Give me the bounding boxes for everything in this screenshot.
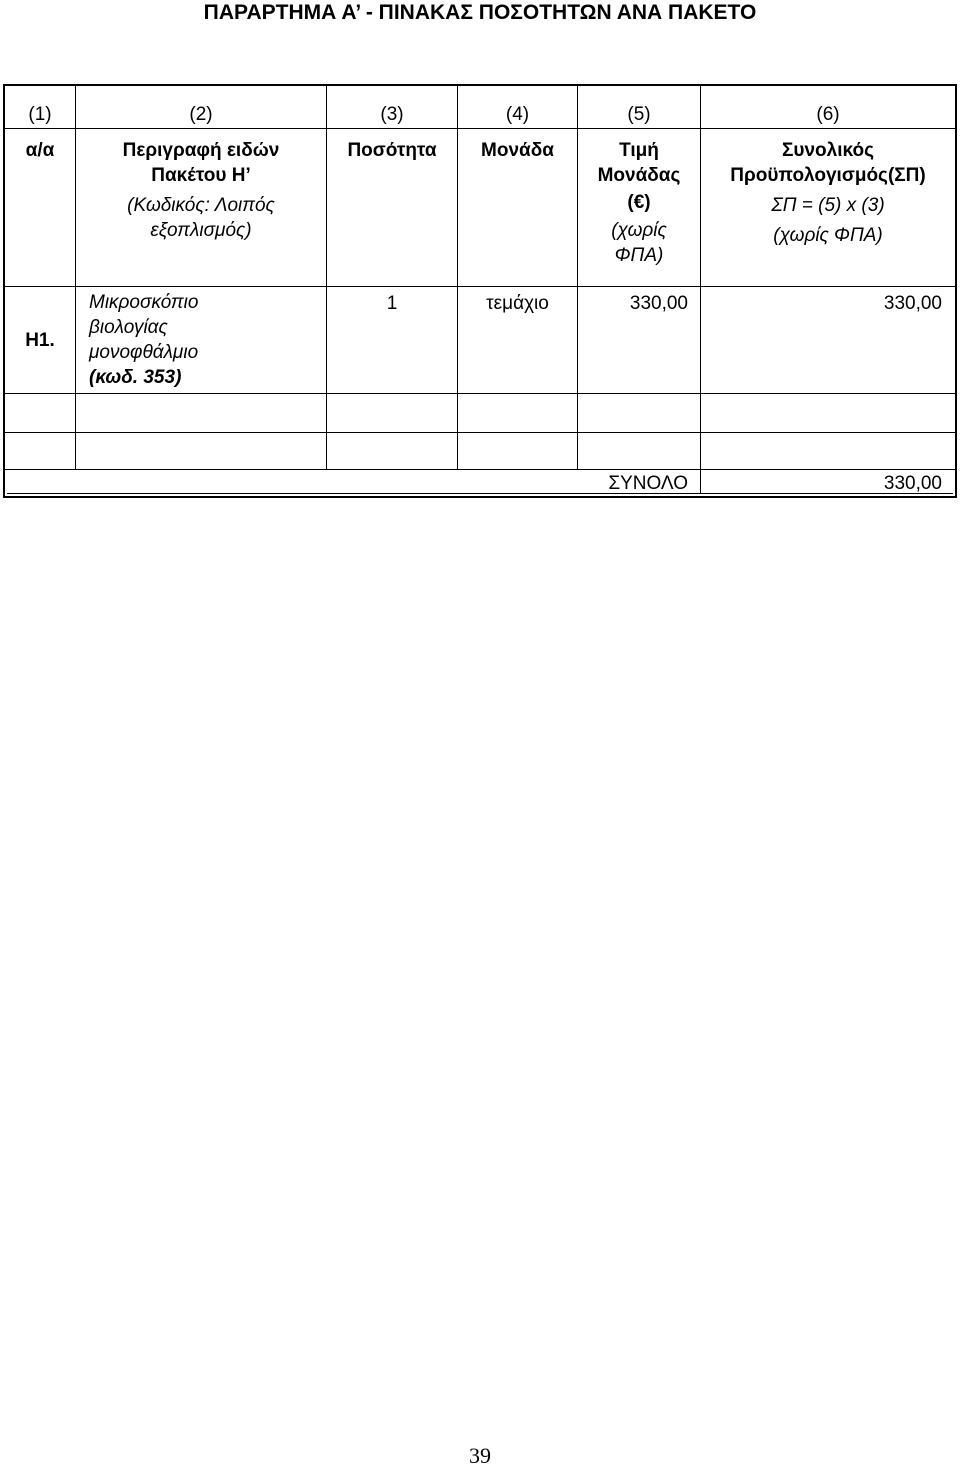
row-total: 330,00 — [883, 293, 942, 314]
header-description-code: (Κωδικός: Λοιπός — [127, 195, 275, 216]
row-description-line: Μικροσκόπιο — [89, 292, 199, 313]
header-total-line: Συνολικός — [782, 140, 874, 161]
header-aa: α/α — [25, 140, 55, 161]
header-total-note: (χωρίς ΦΠΑ) — [773, 225, 883, 246]
row-description-line: μονοφθάλμιο — [89, 342, 199, 363]
header-total-budget — [701, 138, 955, 248]
header-unit-price-line: Τιμή — [619, 140, 659, 161]
table-border-right — [955, 84, 957, 498]
header-unit-price-currency: (€) — [627, 192, 651, 213]
header-description-line: Πακέτου Η’ — [151, 165, 251, 186]
row-description — [89, 290, 324, 390]
header-unit-price-line: Μονάδας — [597, 165, 681, 186]
column-number: (3) — [380, 104, 404, 125]
row-quantity: 1 — [386, 293, 398, 314]
header-description-code: εξοπλισμός) — [150, 220, 252, 241]
column-number: (5) — [627, 104, 651, 125]
header-unit-price-note: (χωρίς — [611, 220, 667, 241]
sum-value: 330,00 — [883, 473, 942, 494]
table-border-bottom — [3, 496, 957, 498]
column-number: (2) — [189, 104, 213, 125]
header-quantity: Ποσότητα — [347, 140, 437, 161]
quantities-table — [0, 0, 960, 500]
row-divider — [3, 432, 957, 433]
header-total-formula: ΣΠ = (5) x (3) — [771, 195, 885, 216]
header-divider — [3, 128, 957, 129]
header-description — [76, 138, 326, 243]
row-code: (κωδ. 353) — [89, 367, 182, 388]
row-divider — [3, 286, 957, 287]
sum-label: ΣΥΝΟΛΟ — [608, 473, 688, 494]
row-aa: Η1. — [25, 330, 55, 351]
column-number: (4) — [505, 104, 530, 125]
column-number: (1) — [28, 104, 52, 125]
table-border-top — [3, 84, 957, 86]
page-number: 39 — [469, 1443, 491, 1468]
page-title: ΠΑΡΑΡΤΗΜΑ Α’ - ΠΙΝΑΚΑΣ ΠΟΣΟΤΗΤΩΝ ΑΝΑ ΠΑΚΕΤΟ — [203, 1, 757, 24]
header-unit: Μονάδα — [481, 140, 554, 161]
column-number: (6) — [816, 104, 840, 125]
row-unit-price: 330,00 — [629, 293, 688, 314]
header-description-line: Περιγραφή ειδών — [122, 140, 280, 161]
row-divider — [3, 393, 957, 394]
row-divider — [3, 469, 957, 470]
header-total-line: Προϋπολογισμός(ΣΠ) — [730, 165, 926, 186]
row-description-line: βιολογίας — [89, 317, 168, 338]
header-unit-price-note: ΦΠΑ) — [614, 245, 664, 266]
header-unit-price — [578, 138, 700, 268]
row-unit: τεμάχιο — [486, 293, 549, 314]
